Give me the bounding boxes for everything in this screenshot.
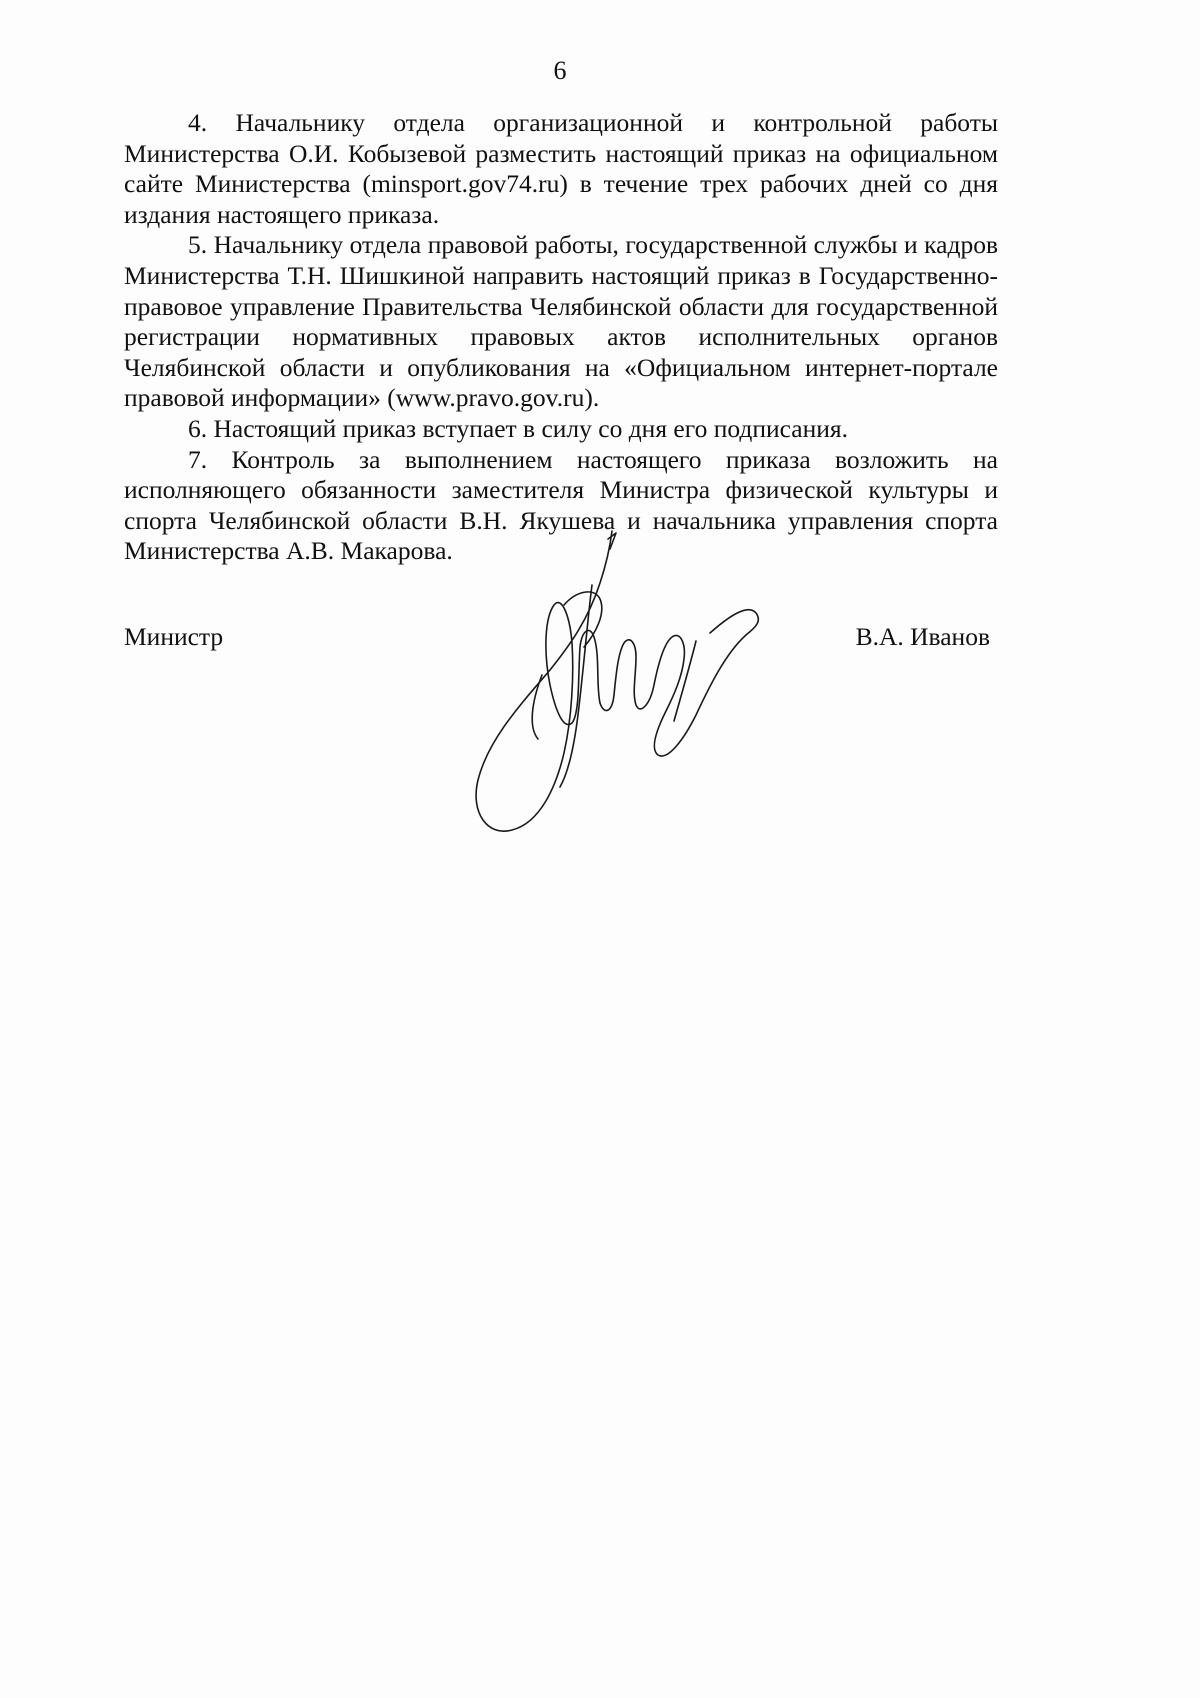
- paragraph-6: 6. Настоящий приказ вступает в силу со дня его подписания.: [188, 413, 848, 443]
- handwritten-signature: [460, 525, 770, 845]
- signatory-name: В.А. Иванов: [855, 622, 990, 651]
- paragraph-4: 4. Начальнику отдела организационной и контрольной работы Министерства О.И. Кобызевой разместить настоящий приказ на официальном сайте Министерства (minsport.gov74.ru) в течение трех рабочих дней со дня издания настоящего приказа.: [124, 108, 998, 229]
- page-number: 6: [553, 56, 567, 85]
- document-body: [124, 108, 998, 567]
- paragraph-5: 5. Начальнику отдела правовой работы, государственной службы и кадров Министерства Т.Н. Шишкиной направить настоящий приказ в Государственно-правовое управление Правительства Челябинской области для государственной регистрации нормативных правовых актов исполнительных органов Челябинской области и опубликования на «Официальном интернет-портале правовой информации» (www.pravo.gov.ru).: [124, 230, 998, 413]
- signatory-title: Министр: [124, 622, 224, 651]
- paragraph-7: 7. Контроль за выполнением настоящего приказа возложить на исполняющего обязанности заместителя Министра физической культуры и спорта Челябинской области В.Н. Якушева и начальника управления спорта Министерства А.В. Макарова.: [124, 444, 998, 566]
